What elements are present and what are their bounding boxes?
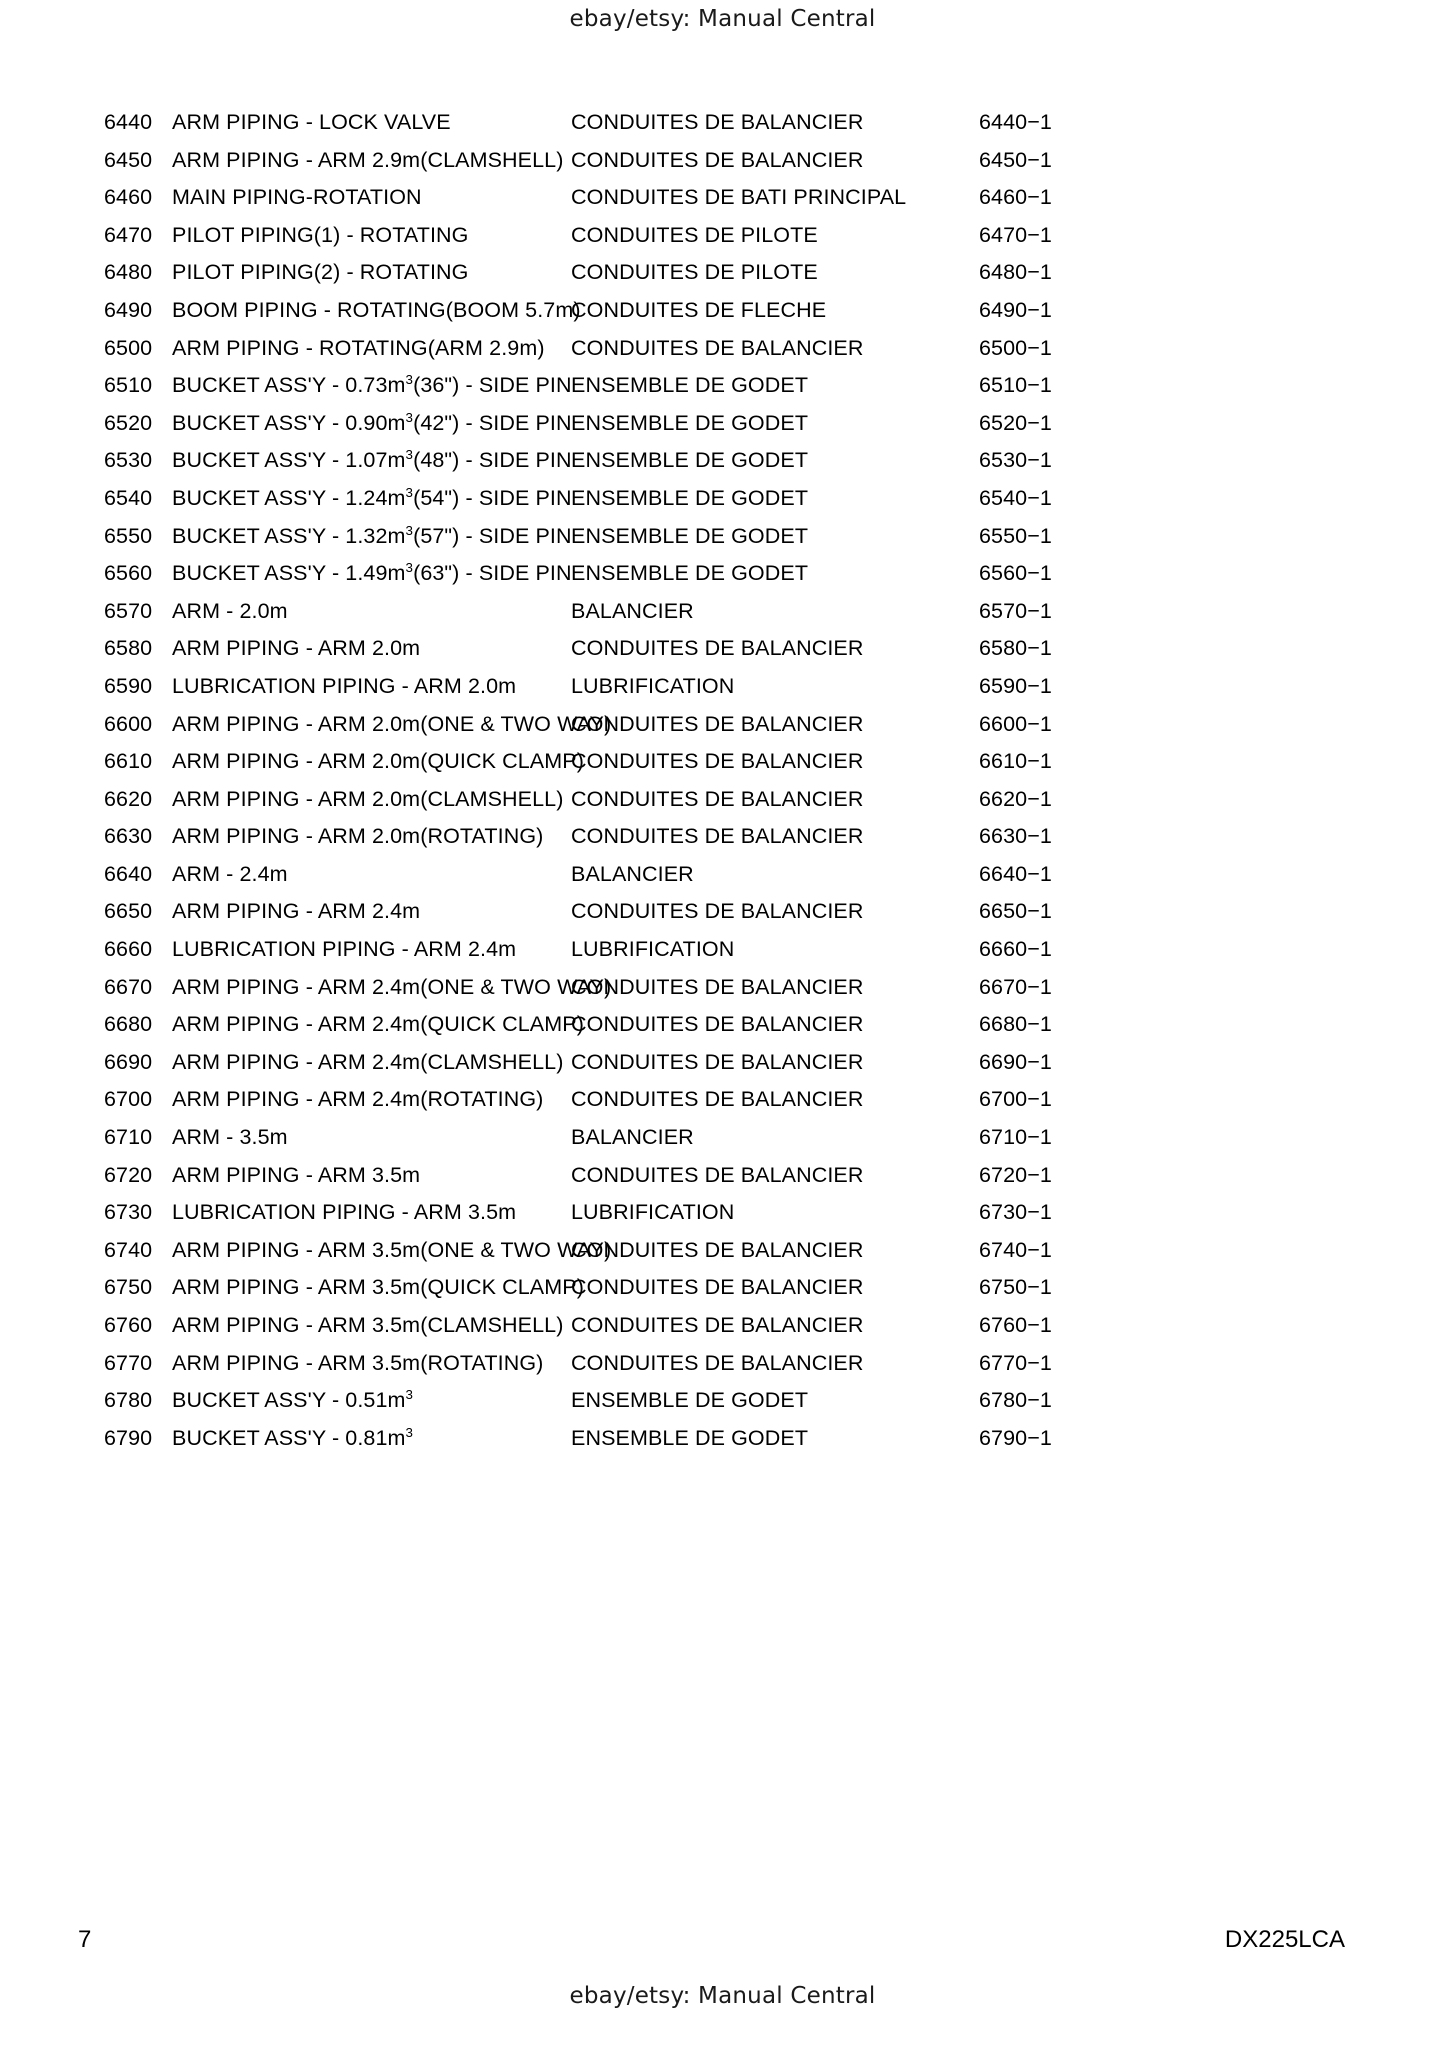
row-description-en [172,1307,562,1345]
row-reference: 6760−1 [979,1313,1052,1337]
row-description-fr: CONDUITES DE BALANCIER [571,974,864,999]
row-description-fr: BALANCIER [571,861,694,886]
row-code: 6450 [104,147,153,172]
table-row [0,480,1445,518]
row-description-fr: CONDUITES DE BALANCIER [571,1049,864,1074]
row-code: 6640 [104,861,153,886]
row-reference: 6680−1 [979,1012,1052,1037]
table-row [0,818,1445,856]
row-code: 6690 [104,1049,153,1074]
row-code: 6550 [104,523,153,548]
row-description-fr: BALANCIER [571,598,694,623]
row-code: 6710 [104,1125,153,1150]
row-reference: 6670−1 [979,974,1052,999]
row-reference: 6770−1 [979,1350,1052,1375]
row-description-text: BUCKET ASS'Y - 1.49m [172,561,406,586]
row-description-text: ARM PIPING - ARM 2.9m(CLAMSHELL) [172,147,564,172]
row-description-en [172,217,562,255]
table-row [0,781,1445,819]
row-reference: 6540−1 [979,485,1052,510]
table-row [0,856,1445,894]
table-row [0,217,1445,255]
row-reference: 6560−1 [979,561,1052,586]
table-row [0,442,1445,480]
row-code: 6620 [104,786,153,811]
row-reference: 6740−1 [979,1237,1052,1262]
row-description-en [172,1119,562,1157]
row-reference: 6590−1 [979,673,1052,698]
row-code: 6650 [104,899,153,924]
row-description-fr: LUBRIFICATION [571,1200,735,1225]
row-description-en [172,104,562,142]
row-code: 6730 [104,1200,153,1225]
row-description-fr: ENSEMBLE DE GODET [571,1425,809,1450]
row-description-en [172,1044,562,1082]
row-code: 6580 [104,636,153,661]
row-description-text: ARM PIPING - ROTATING(ARM 2.9m) [172,335,545,360]
row-description-text: ARM PIPING - ARM 2.4m(QUICK CLAMP) [172,1012,584,1037]
row-description-fr: CONDUITES DE PILOTE [571,260,818,285]
row-description-superscript: 3 [405,1387,414,1403]
row-description-en [172,743,584,781]
table-row [0,1006,1445,1044]
row-description-fr: CONDUITES DE BALANCIER [571,749,864,774]
row-code: 6500 [104,335,153,360]
row-description-en [172,1081,562,1119]
row-description-en [172,893,562,931]
row-description-en [172,593,562,631]
row-code: 6660 [104,937,153,962]
row-code: 6600 [104,711,153,736]
row-reference: 6440−1 [979,110,1052,134]
row-description-en [172,1382,562,1420]
row-description-fr: BALANCIER [571,1125,694,1150]
row-code: 6670 [104,974,153,999]
watermark-footer: ebay/etsy: Manual Central [569,1983,876,2009]
row-description-text: ARM PIPING - ARM 3.5m [172,1162,421,1187]
row-description-text: BUCKET ASS'Y - 0.73m [172,373,406,398]
row-reference: 6470−1 [979,222,1052,247]
row-description-en [172,292,581,330]
row-description-suffix: (42") - SIDE PIN [413,410,572,435]
row-reference: 6790−1 [979,1425,1052,1450]
row-description-fr: CONDUITES DE BALANCIER [571,711,864,736]
row-reference: 6490−1 [979,297,1052,322]
watermark-header: ebay/etsy: Manual Central [569,6,876,32]
row-description-text: ARM PIPING - ARM 3.5m(ROTATING) [172,1350,544,1375]
table-row [0,969,1445,1007]
row-description-suffix: (54") - SIDE PIN [413,485,572,510]
row-description-en [172,254,562,292]
row-description-superscript: 3 [405,372,414,387]
row-description-text: ARM PIPING - ARM 2.0m(CLAMSHELL) [172,786,564,811]
table-row [0,931,1445,969]
row-description-fr: CONDUITES DE BALANCIER [571,335,864,360]
row-description-superscript: 3 [405,447,414,463]
row-reference: 6480−1 [979,260,1052,285]
row-description-text: ARM PIPING - LOCK VALVE [172,110,451,134]
row-reference: 6600−1 [979,711,1052,736]
row-reference: 6610−1 [979,749,1052,774]
table-row [0,367,1445,405]
table-row [0,668,1445,706]
row-description-fr: CONDUITES DE BALANCIER [571,824,864,849]
row-description-fr: ENSEMBLE DE GODET [571,523,809,548]
row-code: 6770 [104,1350,153,1375]
row-reference: 6720−1 [979,1162,1052,1187]
row-description-text: LUBRICATION PIPING - ARM 2.4m [172,937,517,962]
row-code: 6480 [104,260,153,285]
row-description-en [172,555,572,593]
row-description-text: ARM PIPING - ARM 2.0m(ROTATING) [172,824,544,849]
table-row [0,254,1445,292]
row-reference: 6450−1 [979,147,1052,172]
row-reference: 6640−1 [979,861,1052,886]
row-description-fr: CONDUITES DE BALANCIER [571,899,864,924]
table-row [0,630,1445,668]
row-reference: 6630−1 [979,824,1052,849]
row-description-en [172,330,562,368]
row-code: 6520 [104,410,153,435]
row-code: 6760 [104,1313,153,1337]
row-description-suffix: (36") - SIDE PIN [413,373,572,398]
row-description-en [172,1345,562,1383]
row-description-suffix: (63") - SIDE PIN [413,561,572,586]
table-row [0,1119,1445,1157]
row-description-en [172,668,562,706]
row-description-text: BUCKET ASS'Y - 0.90m [172,410,406,435]
row-description-superscript: 3 [405,484,414,500]
row-reference: 6570−1 [979,598,1052,623]
row-description-fr: CONDUITES DE PILOTE [571,222,818,247]
row-description-text: ARM PIPING - ARM 3.5m(CLAMSHELL) [172,1313,564,1337]
row-code: 6440 [104,110,153,134]
row-description-text: LUBRICATION PIPING - ARM 2.0m [172,673,517,698]
row-code: 6720 [104,1162,153,1187]
row-description-suffix: (57") - SIDE PIN [413,523,572,548]
row-description-en [172,1006,584,1044]
table-row [0,706,1445,744]
row-description-fr: CONDUITES DE BALANCIER [571,1313,864,1337]
row-description-text: ARM PIPING - ARM 2.4m(ONE & TWO WAY) [172,974,612,999]
row-description-en [172,630,562,668]
row-description-fr: CONDUITES DE BALANCIER [571,1162,864,1187]
row-description-en [172,931,562,969]
row-reference: 6580−1 [979,636,1052,661]
row-description-fr: ENSEMBLE DE GODET [571,410,809,435]
row-reference: 6650−1 [979,899,1052,924]
row-code: 6490 [104,297,153,322]
row-code: 6630 [104,824,153,849]
row-reference: 6620−1 [979,786,1052,811]
row-description-en [172,518,572,556]
row-description-en [172,781,562,819]
row-description-fr: CONDUITES DE BATI PRINCIPAL [571,185,907,210]
row-code: 6750 [104,1275,153,1300]
row-reference: 6780−1 [979,1388,1052,1413]
row-reference: 6510−1 [979,373,1052,398]
row-description-superscript: 3 [405,409,414,425]
row-description-fr: CONDUITES DE BALANCIER [571,1012,864,1037]
table-row [0,1307,1445,1345]
row-description-fr: ENSEMBLE DE GODET [571,561,809,586]
row-description-fr: CONDUITES DE BALANCIER [571,1087,864,1112]
row-code: 6780 [104,1388,153,1413]
row-description-fr: ENSEMBLE DE GODET [571,1388,809,1413]
table-row [0,142,1445,180]
row-code: 6470 [104,222,153,247]
row-description-fr: CONDUITES DE BALANCIER [571,110,864,134]
row-code: 6460 [104,185,153,210]
row-description-text: BUCKET ASS'Y - 1.24m [172,485,406,510]
row-reference: 6550−1 [979,523,1052,548]
table-row [0,179,1445,217]
footer-model-code: DX225LCA [1224,1926,1345,1953]
table-row [0,743,1445,781]
row-description-en [172,480,572,518]
row-description-fr: ENSEMBLE DE GODET [571,448,809,473]
row-reference: 6730−1 [979,1200,1052,1225]
row-description-text: ARM - 2.0m [172,598,288,623]
row-description-fr: ENSEMBLE DE GODET [571,373,809,398]
row-description-en [172,706,612,744]
row-code: 6560 [104,561,153,586]
row-description-text: PILOT PIPING(1) - ROTATING [172,222,469,247]
row-code: 6530 [104,448,153,473]
table-row [0,104,1445,142]
row-description-text: ARM PIPING - ARM 3.5m(ONE & TWO WAY) [172,1237,612,1262]
row-description-en [172,1232,612,1270]
row-code: 6790 [104,1425,153,1450]
row-description-fr: CONDUITES DE BALANCIER [571,1237,864,1262]
row-description-en [172,179,562,217]
table-row [0,1157,1445,1195]
row-reference: 6700−1 [979,1087,1052,1112]
row-description-fr: CONDUITES DE BALANCIER [571,1275,864,1300]
row-description-en [172,969,612,1007]
row-description-text: PILOT PIPING(2) - ROTATING [172,260,469,285]
row-code: 6680 [104,1012,153,1037]
row-description-en [172,405,572,443]
row-code: 6510 [104,373,153,398]
row-description-text: BUCKET ASS'Y - 1.07m [172,448,406,473]
table-row [0,1345,1445,1383]
page-footer [0,1926,1445,1960]
row-description-fr: LUBRIFICATION [571,937,735,962]
row-code: 6740 [104,1237,153,1262]
row-description-en [172,1194,562,1232]
row-description-fr: LUBRIFICATION [571,673,735,698]
row-reference: 6690−1 [979,1049,1052,1074]
row-description-superscript: 3 [405,522,414,538]
row-description-superscript: 3 [405,559,414,575]
parts-index-list [0,104,1445,1457]
table-row [0,518,1445,556]
row-description-text: MAIN PIPING-ROTATION [172,185,422,210]
table-row [0,292,1445,330]
table-row [0,1232,1445,1270]
row-description-fr: CONDUITES DE BALANCIER [571,786,864,811]
footer-page-number: 7 [78,1926,92,1953]
row-reference: 6500−1 [979,335,1052,360]
table-row [0,893,1445,931]
table-row [0,1269,1445,1307]
row-reference: 6520−1 [979,410,1052,435]
row-code: 6590 [104,673,153,698]
table-row [0,1420,1445,1458]
row-description-en [172,856,562,894]
row-description-text: LUBRICATION PIPING - ARM 3.5m [172,1200,517,1225]
row-description-text: ARM PIPING - ARM 2.4m(CLAMSHELL) [172,1049,564,1074]
row-description-text: ARM - 2.4m [172,861,288,886]
row-description-en [172,367,572,405]
row-description-text: BUCKET ASS'Y - 0.81m [172,1425,406,1450]
row-description-text: BUCKET ASS'Y - 1.32m [172,523,406,548]
row-description-text: ARM PIPING - ARM 2.0m(ONE & TWO WAY) [172,711,612,736]
row-code: 6700 [104,1087,153,1112]
row-description-fr: CONDUITES DE FLECHE [571,297,827,322]
row-description-text: ARM PIPING - ARM 2.4m [172,899,421,924]
row-description-en [172,1157,562,1195]
table-row [0,405,1445,443]
row-description-text: BOOM PIPING - ROTATING(BOOM 5.7m) [172,297,581,322]
row-description-text: ARM PIPING - ARM 3.5m(QUICK CLAMP) [172,1275,584,1300]
row-description-fr: CONDUITES DE BALANCIER [571,1350,864,1375]
row-code: 6610 [104,749,153,774]
row-reference: 6710−1 [979,1125,1052,1150]
row-description-text: ARM PIPING - ARM 2.4m(ROTATING) [172,1087,544,1112]
row-description-fr: CONDUITES DE BALANCIER [571,636,864,661]
row-description-text: ARM PIPING - ARM 2.0m(QUICK CLAMP) [172,749,584,774]
table-row [0,1194,1445,1232]
row-description-fr: CONDUITES DE BALANCIER [571,147,864,172]
row-reference: 6460−1 [979,185,1052,210]
row-reference: 6660−1 [979,937,1052,962]
row-description-en [172,142,562,180]
row-description-superscript: 3 [405,1424,414,1440]
table-row [0,593,1445,631]
row-description-text: ARM PIPING - ARM 2.0m [172,636,421,661]
table-row [0,555,1445,593]
row-description-en [172,442,572,480]
row-description-text: BUCKET ASS'Y - 0.51m [172,1388,406,1413]
table-row [0,1382,1445,1420]
row-reference: 6530−1 [979,448,1052,473]
row-description-en [172,818,562,856]
table-row [0,1081,1445,1119]
row-description-text: ARM - 3.5m [172,1125,288,1150]
row-reference: 6750−1 [979,1275,1052,1300]
row-code: 6570 [104,598,153,623]
row-code: 6540 [104,485,153,510]
row-description-suffix: (48") - SIDE PIN [413,448,572,473]
table-row [0,330,1445,368]
row-description-en [172,1420,562,1458]
table-row [0,1044,1445,1082]
row-description-en [172,1269,584,1307]
row-description-fr: ENSEMBLE DE GODET [571,485,809,510]
